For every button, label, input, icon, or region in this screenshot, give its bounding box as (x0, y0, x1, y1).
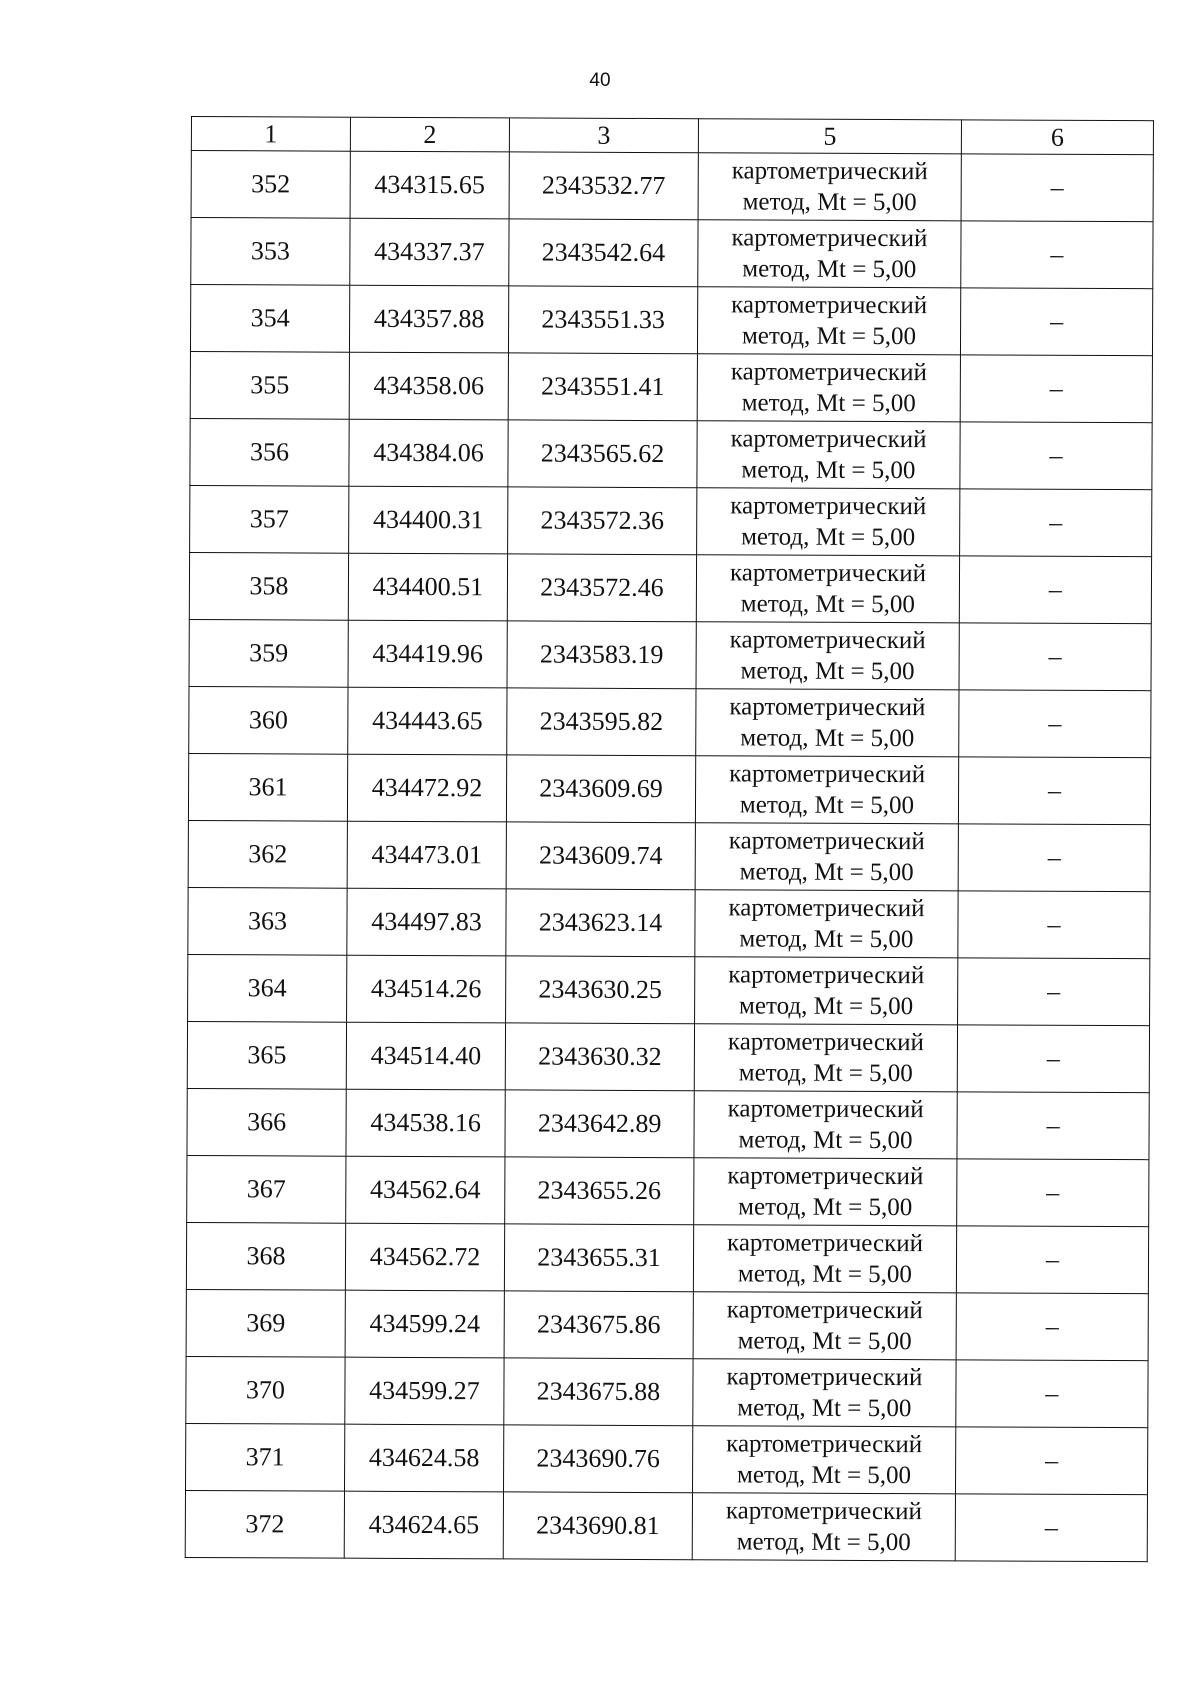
column-header: 1 (191, 117, 350, 152)
method-cell (694, 1091, 957, 1159)
point-number-cell: 361 (188, 753, 347, 821)
method-cell (696, 689, 959, 757)
method-line-1: картометрический (728, 961, 925, 990)
method-line-2: метод, Mt = 5,00 (737, 1260, 913, 1289)
method-line-1: картометрический (728, 894, 925, 923)
method-line-1: картометрический (726, 1430, 923, 1459)
y-coordinate-cell: 2343532.77 (509, 152, 698, 220)
method-cell (697, 488, 960, 556)
x-coordinate-cell: 434514.26 (347, 955, 506, 1023)
table-row (186, 1356, 1148, 1427)
table-row (189, 686, 1151, 757)
x-coordinate-cell: 434315.65 (350, 151, 509, 219)
y-coordinate-cell: 2343542.64 (509, 219, 698, 287)
point-number-cell: 372 (185, 1490, 344, 1558)
y-coordinate-cell: 2343655.26 (505, 1157, 694, 1225)
y-coordinate-cell: 2343595.82 (507, 688, 696, 756)
note-cell: – (959, 556, 1151, 624)
point-number-cell: 365 (187, 1021, 346, 1089)
table-row (188, 753, 1150, 824)
column-header: 2 (350, 117, 509, 152)
table-row (190, 418, 1152, 489)
note-cell: – (957, 1025, 1149, 1093)
method-line-1: картометрический (731, 157, 928, 186)
note-cell: – (956, 1226, 1148, 1294)
table-row (191, 151, 1153, 222)
method-cell (698, 220, 961, 288)
method-cell (693, 1292, 956, 1360)
y-coordinate-cell: 2343655.31 (504, 1224, 693, 1292)
x-coordinate-cell: 434419.96 (348, 620, 507, 688)
table-row (188, 820, 1150, 891)
table-row (191, 218, 1153, 289)
y-coordinate-cell: 2343551.33 (508, 286, 697, 354)
note-cell: – (959, 690, 1151, 758)
table-row (186, 1289, 1148, 1360)
point-number-cell: 362 (188, 820, 347, 888)
note-cell: – (957, 1159, 1149, 1227)
method-line-2: метод, Mt = 5,00 (740, 724, 915, 753)
method-line-2: метод, Mt = 5,00 (741, 523, 916, 552)
y-coordinate-cell: 2343609.69 (506, 755, 695, 823)
y-coordinate-cell: 2343630.25 (506, 956, 695, 1024)
point-number-cell: 371 (186, 1423, 345, 1491)
method-cell (696, 622, 959, 690)
y-coordinate-cell: 2343551.41 (508, 353, 697, 421)
method-line-1: картометрический (730, 492, 927, 521)
point-number-cell: 367 (187, 1155, 346, 1223)
y-coordinate-cell: 2343690.81 (503, 1492, 692, 1560)
y-coordinate-cell: 2343690.76 (503, 1425, 692, 1493)
point-number-cell: 366 (187, 1088, 346, 1156)
note-cell: – (958, 824, 1150, 892)
y-coordinate-cell: 2343609.74 (506, 822, 695, 890)
y-coordinate-cell: 2343572.46 (507, 554, 696, 622)
table-row (186, 1222, 1148, 1293)
note-cell: – (957, 1092, 1149, 1160)
point-number-cell: 354 (190, 285, 349, 353)
x-coordinate-cell: 434599.24 (345, 1290, 504, 1358)
note-cell: – (955, 1427, 1147, 1495)
table-row (186, 1423, 1148, 1494)
note-cell: – (960, 489, 1152, 557)
method-line-2: метод, Mt = 5,00 (736, 1461, 912, 1490)
method-cell (692, 1426, 955, 1494)
table-row (189, 552, 1151, 623)
method-line-1: картометрический (729, 626, 926, 655)
method-line-2: метод, Mt = 5,00 (739, 858, 914, 887)
method-line-1: картометрический (727, 1229, 924, 1258)
table-header-row (191, 117, 1153, 155)
method-line-2: метод, Mt = 5,00 (741, 389, 916, 418)
table-row (190, 351, 1152, 422)
point-number-cell: 359 (189, 619, 348, 687)
method-cell (696, 555, 959, 623)
method-line-2: метод, Mt = 5,00 (738, 1059, 913, 1088)
column-header: 6 (961, 120, 1153, 155)
y-coordinate-cell: 2343642.89 (505, 1090, 694, 1158)
note-cell: – (960, 355, 1152, 423)
method-line-1: картометрический (727, 1162, 924, 1191)
y-coordinate-cell: 2343630.32 (505, 1023, 694, 1091)
x-coordinate-cell: 434357.88 (349, 285, 508, 353)
x-coordinate-cell: 434443.65 (348, 687, 507, 755)
x-coordinate-cell: 434562.72 (345, 1223, 504, 1291)
note-cell: – (960, 288, 1152, 356)
method-line-1: картометрический (731, 291, 928, 320)
table-body (185, 151, 1153, 1562)
x-coordinate-cell: 434624.65 (344, 1491, 503, 1559)
note-cell: – (960, 422, 1152, 490)
method-cell (694, 1158, 957, 1226)
method-cell (695, 756, 958, 824)
table-row (185, 1490, 1147, 1561)
point-number-cell: 358 (189, 552, 348, 620)
method-line-1: картометрический (731, 224, 928, 253)
table-row (188, 954, 1150, 1025)
method-cell (697, 287, 960, 355)
method-line-2: метод, Mt = 5,00 (740, 657, 915, 686)
x-coordinate-cell: 434562.64 (346, 1156, 505, 1224)
note-cell: – (956, 1293, 1148, 1361)
method-line-2: метод, Mt = 5,00 (738, 1193, 913, 1222)
page-number: 40 (589, 70, 611, 91)
method-line-1: картометрический (727, 1095, 924, 1124)
note-cell: – (959, 623, 1151, 691)
method-line-2: метод, Mt = 5,00 (739, 791, 915, 820)
note-cell: – (961, 221, 1153, 289)
method-line-2: метод, Mt = 5,00 (736, 1528, 911, 1557)
x-coordinate-cell: 434497.83 (347, 888, 506, 956)
x-coordinate-cell: 434358.06 (349, 352, 508, 420)
table-row (187, 1021, 1149, 1092)
point-number-cell: 352 (191, 151, 350, 219)
method-cell (697, 421, 960, 489)
method-line-1: картометрический (730, 425, 927, 454)
method-line-2: метод, Mt = 5,00 (739, 992, 914, 1021)
point-number-cell: 357 (190, 485, 349, 553)
y-coordinate-cell: 2343565.62 (508, 420, 697, 488)
method-line-2: метод, Mt = 5,00 (738, 1126, 913, 1155)
note-cell: – (955, 1494, 1147, 1562)
table-row (189, 619, 1151, 690)
point-number-cell: 355 (190, 351, 349, 419)
y-coordinate-cell: 2343675.86 (504, 1291, 693, 1359)
x-coordinate-cell: 434472.92 (347, 754, 506, 822)
method-line-2: метод, Mt = 5,00 (740, 590, 915, 619)
method-line-1: картометрический (728, 827, 925, 856)
method-cell (695, 957, 958, 1025)
table-row (187, 1155, 1149, 1226)
method-line-1: картометрический (725, 1497, 922, 1526)
method-line-2: метод, Mt = 5,00 (742, 255, 917, 284)
method-line-2: метод, Mt = 5,00 (737, 1394, 912, 1423)
method-line-2: метод, Mt = 5,00 (737, 1327, 912, 1356)
x-coordinate-cell: 434624.58 (345, 1424, 504, 1492)
method-line-2: метод, Mt = 5,00 (742, 188, 917, 217)
method-line-2: метод, Mt = 5,00 (741, 322, 917, 351)
note-cell: – (961, 154, 1153, 222)
column-header: 5 (698, 119, 961, 154)
x-coordinate-cell: 434514.40 (346, 1022, 505, 1090)
method-cell (694, 1024, 957, 1092)
method-line-1: картометрический (726, 1363, 923, 1392)
x-coordinate-cell: 434384.06 (349, 419, 508, 487)
method-cell (698, 153, 961, 221)
method-line-2: метод, Mt = 5,00 (739, 925, 914, 954)
point-number-cell: 364 (188, 954, 347, 1022)
method-cell (693, 1359, 956, 1427)
point-number-cell: 369 (186, 1289, 345, 1357)
point-number-cell: 363 (188, 887, 347, 955)
method-cell (695, 890, 958, 958)
table-row (190, 285, 1152, 356)
table-row (188, 887, 1150, 958)
method-line-1: картометрический (727, 1028, 925, 1057)
x-coordinate-cell: 434473.01 (347, 821, 506, 889)
y-coordinate-cell: 2343572.36 (508, 487, 697, 555)
column-header: 3 (509, 118, 698, 153)
point-number-cell: 370 (186, 1356, 345, 1424)
note-cell: – (958, 891, 1150, 959)
method-line-1: картометрический (729, 760, 926, 789)
method-cell (692, 1493, 955, 1561)
y-coordinate-cell: 2343675.88 (504, 1358, 693, 1426)
point-number-cell: 368 (186, 1222, 345, 1290)
table-row (187, 1088, 1149, 1159)
method-line-2: метод, Mt = 5,00 (741, 456, 916, 485)
method-line-1: картометрический (729, 559, 927, 588)
point-number-cell: 356 (190, 418, 349, 486)
method-line-1: картометрический (726, 1296, 923, 1325)
y-coordinate-cell: 2343623.14 (506, 889, 695, 957)
point-number-cell: 360 (189, 686, 348, 754)
note-cell: – (956, 1360, 1148, 1428)
method-cell (695, 823, 958, 891)
x-coordinate-cell: 434337.37 (350, 218, 509, 286)
method-line-1: картометрический (729, 693, 926, 722)
coordinates-table (185, 116, 1154, 1562)
method-cell (693, 1225, 956, 1293)
x-coordinate-cell: 434400.51 (348, 553, 507, 621)
x-coordinate-cell: 434400.31 (349, 486, 508, 554)
note-cell: – (958, 757, 1150, 825)
table-row (190, 485, 1152, 556)
note-cell: – (958, 958, 1150, 1026)
y-coordinate-cell: 2343583.19 (507, 621, 696, 689)
x-coordinate-cell: 434538.16 (346, 1089, 505, 1157)
point-number-cell: 353 (191, 218, 350, 286)
method-line-1: картометрический (730, 358, 927, 387)
method-cell (697, 354, 960, 422)
x-coordinate-cell: 434599.27 (345, 1357, 504, 1425)
